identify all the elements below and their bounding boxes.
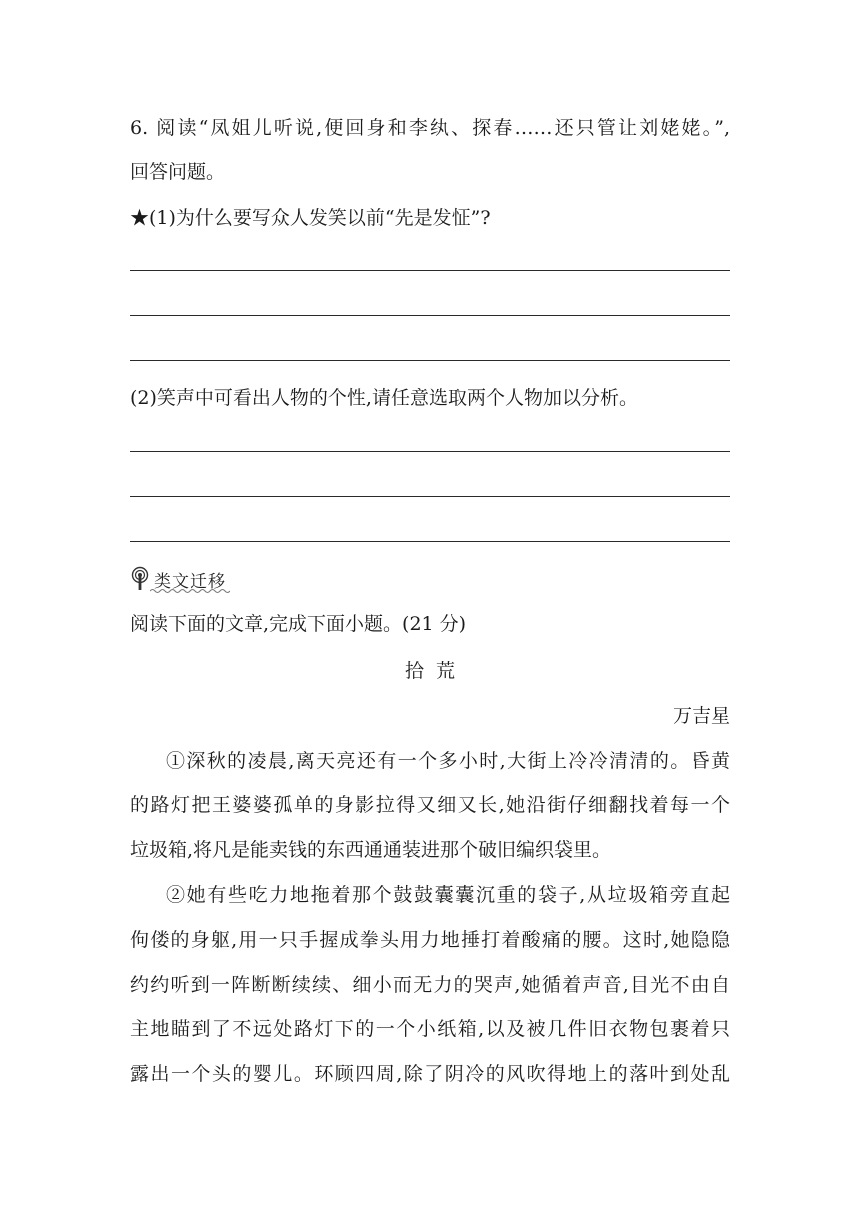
wavy-underline-icon [150,588,230,594]
question-6-sub-1: ★(1)为什么要写众人发笑以前“先是发怔”? [130,207,491,229]
reading-instruction: 阅读下面的文章,完成下面小题。(21 分) [130,613,467,635]
section-title: 类文迁移 [154,571,226,592]
paragraph-1-line: 的路灯把王婆婆孤单的身影拉得又细又长,她沿街仔细翻找着每一个 [130,794,730,816]
paragraph-1-line: 垃圾箱,将凡是能卖钱的东西通通装进那个破旧编织袋里。 [130,839,612,861]
paragraph-2-line: 佝偻的身躯,用一只手握成拳头用力地捶打着酸痛的腰。这时,她隐隐 [130,929,730,951]
paragraph-1-line: ①深秋的凌晨,离天亮还有一个多小时,大街上冷冷清清的。昏黄 [166,750,730,772]
answer-line[interactable] [130,270,730,271]
answer-line[interactable] [130,451,730,452]
answer-line[interactable] [130,315,730,316]
answer-line[interactable] [130,496,730,497]
signal-pin-icon [131,566,151,592]
paragraph-2-line: 露出一个头的婴儿。环顾四周,除了阴冷的风吹得地上的落叶到处乱 [130,1063,730,1085]
answer-line[interactable] [130,541,730,542]
paragraph-2-line: 主地瞄到了不远处路灯下的一个小纸箱,以及被几件旧衣物包裹着只 [130,1018,730,1040]
answer-line[interactable] [130,360,730,361]
question-6-stem-line-1: 6. 阅读“凤姐儿听说,便回身和李纨、探春……还只管让刘姥姥。”, [130,117,730,139]
article-author: 万吉星 [672,705,730,727]
question-6-sub-2: (2)笑声中可看出人物的个性,请任意选取两个人物加以分析。 [130,387,638,409]
article-title: 拾 荒 [404,660,456,682]
question-6-stem-line-2: 回答问题。 [130,161,226,183]
paragraph-2-line: 约约听到一阵断断续续、细小而无力的哭声,她循着声音,目光不由自 [130,974,730,996]
paragraph-2-line: ②她有些吃力地拖着那个鼓鼓囊囊沉重的袋子,从垃圾箱旁直起 [166,884,730,906]
